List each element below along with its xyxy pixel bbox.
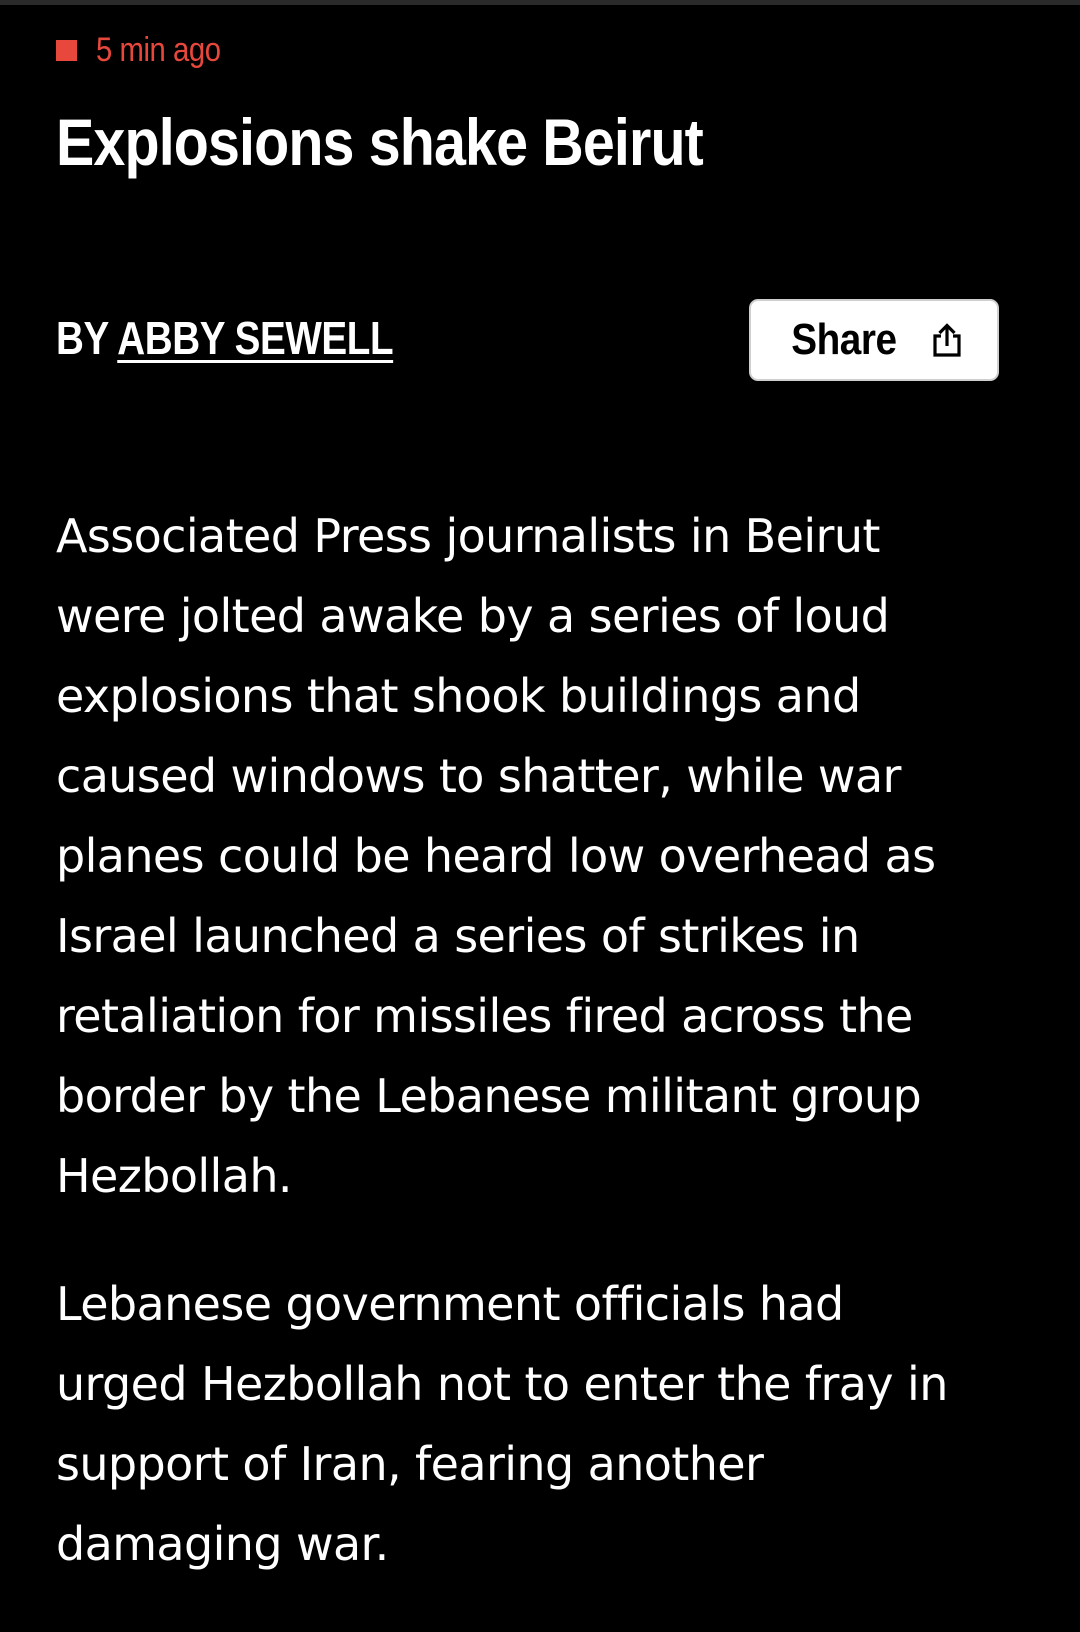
paragraph-line: Lebanese government officials had [56, 1277, 844, 1331]
paragraph-line: Israel launched a series of strikes in [56, 909, 860, 963]
post-headline: Explosions shake Beirut [56, 105, 703, 179]
paragraph-line: planes could be heard low overhead as [56, 829, 936, 883]
post-timestamp: 5 min ago [96, 30, 221, 69]
article-body [56, 496, 1046, 1632]
paragraph-line: damaging war. [56, 1517, 389, 1571]
share-button-label: Share [791, 315, 897, 364]
top-divider [0, 0, 1080, 5]
author-link[interactable]: ABBY SEWELL [117, 312, 394, 364]
live-indicator-icon [56, 40, 77, 61]
timestamp-row [56, 30, 241, 70]
share-button[interactable] [749, 299, 999, 381]
paragraph-line: Hezbollah. [56, 1149, 292, 1203]
paragraph-line: urged Hezbollah not to enter the fray in [56, 1357, 948, 1411]
body-paragraph [56, 496, 1046, 1216]
paragraph-line: support of Iran, fearing another [56, 1437, 764, 1491]
paragraph-line: explosions that shook buildings and [56, 669, 861, 723]
paragraph-line: Associated Press journalists in Beirut [56, 509, 880, 563]
byline [56, 312, 393, 364]
paragraph-line: were jolted awake by a series of loud [56, 589, 890, 643]
share-icon [930, 322, 964, 358]
body-paragraph [56, 1264, 1046, 1584]
paragraph-line: border by the Lebanese militant group [56, 1069, 922, 1123]
paragraph-line: retaliation for missiles fired across the [56, 989, 913, 1043]
paragraph-line: caused windows to shatter, while war [56, 749, 901, 803]
byline-prefix: BY [56, 312, 109, 364]
